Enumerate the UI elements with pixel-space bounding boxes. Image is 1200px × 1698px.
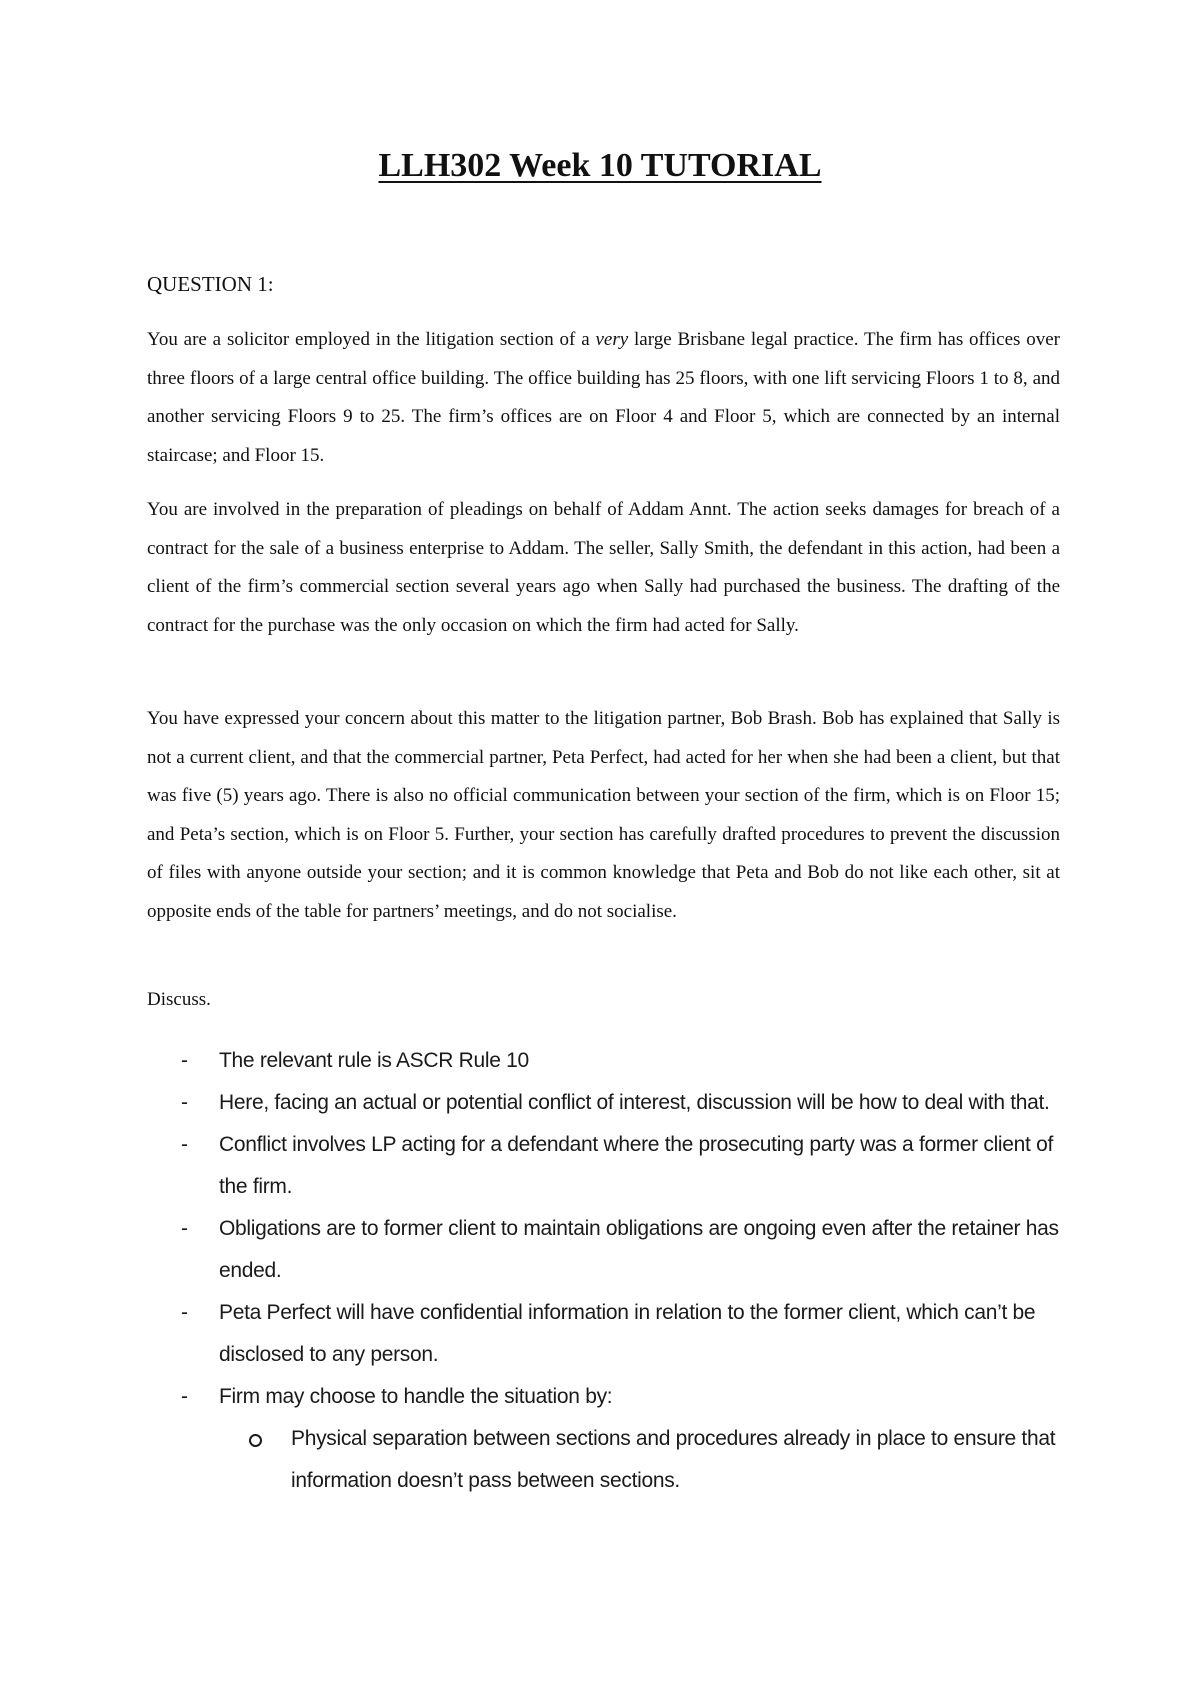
answer-point-1 xyxy=(147,1040,1060,1082)
paragraph-1-emphasis: very xyxy=(595,329,629,350)
answer-point-text: The relevant rule is ASCR Rule 10 xyxy=(219,1049,529,1072)
answer-point-text: Here, facing an actual or potential conflict of interest, discussion will be how to deal with that. xyxy=(219,1091,1050,1114)
discuss-label: Discuss. xyxy=(147,989,211,1010)
paragraph-1-text-start: You are a solicitor employed in the litigation section of a xyxy=(147,329,596,350)
dash-bullet: - xyxy=(181,1217,188,1240)
dash-bullet: - xyxy=(181,1301,188,1324)
answer-point-5 xyxy=(147,1292,1060,1376)
question-paragraph-2: You are involved in the preparation of pleadings on behalf of Addam Annt. The action seeks damages for breach of a contract for the sale of a business enterprise to Addam. The seller, Sally Smith, the defendant in this action, had been a client of the firm’s commercial section several years ago when Sally had purchased the business. The drafting of the contract for the purchase was the only occasion on which the firm had acted for Sally. xyxy=(147,499,1060,636)
answer-point-2 xyxy=(147,1082,1060,1124)
question-heading: QUESTION 1: xyxy=(147,272,274,296)
answer-point-text: Peta Perfect will have confidential information in relation to the former client, which can’t be disclosed to any person. xyxy=(219,1301,1036,1366)
answer-point-text: Conflict involves LP acting for a defendant where the prosecuting party was a former client of the firm. xyxy=(219,1133,1054,1198)
answer-point-text: Firm may choose to handle the situation by: xyxy=(219,1385,613,1408)
dash-bullet: - xyxy=(181,1133,188,1156)
answer-list xyxy=(147,1040,1060,1502)
answer-point-3 xyxy=(147,1124,1060,1208)
question-paragraph-3: You have expressed your concern about this matter to the litigation partner, Bob Brash. Bob has explained that Sally is not a current client, and that the commercial partner, Peta Perfect, had acted for her when she had been a client, but that was five (5) years ago. There is also no official communication between your section of the firm, which is on Floor 15; and Peta’s section, which is on Floor 5. Further, your section has carefully drafted procedures to prevent the discussion of files with anyone outside your section; and it is common knowledge that Peta and Bob do not like each other, sit at opposite ends of the table for partners’ meetings, and do not socialise. xyxy=(147,708,1060,922)
sub-point-list xyxy=(219,1418,1060,1502)
answer-point-6 xyxy=(147,1376,1060,1502)
answer-point-4 xyxy=(147,1208,1060,1292)
dash-bullet: - xyxy=(181,1385,188,1408)
sub-point-1 xyxy=(219,1418,1060,1502)
dash-bullet: - xyxy=(181,1091,188,1114)
answer-point-text: Obligations are to former client to maintain obligations are ongoing even after the retainer has ended. xyxy=(219,1217,1059,1282)
document-title: LLH302 Week 10 TUTORIAL xyxy=(378,147,822,184)
hollow-circle-icon xyxy=(249,1434,262,1447)
paragraph-1-text-end: large Brisbane legal practice. The firm has offices over three floors of a large central office building. The office building has 25 floors, with one lift servicing Floors 1 to 8, and another servicing Floors 9 to 25. The firm’s offices are on Floor 4 and Floor 5, which are connected by an internal staircase; and Floor 15. xyxy=(147,329,1060,466)
dash-bullet: - xyxy=(181,1049,188,1072)
sub-point-text: Physical separation between sections and procedures already in place to ensure that information doesn’t pass between sections. xyxy=(291,1427,1056,1492)
question-paragraph-1 xyxy=(147,321,1060,475)
